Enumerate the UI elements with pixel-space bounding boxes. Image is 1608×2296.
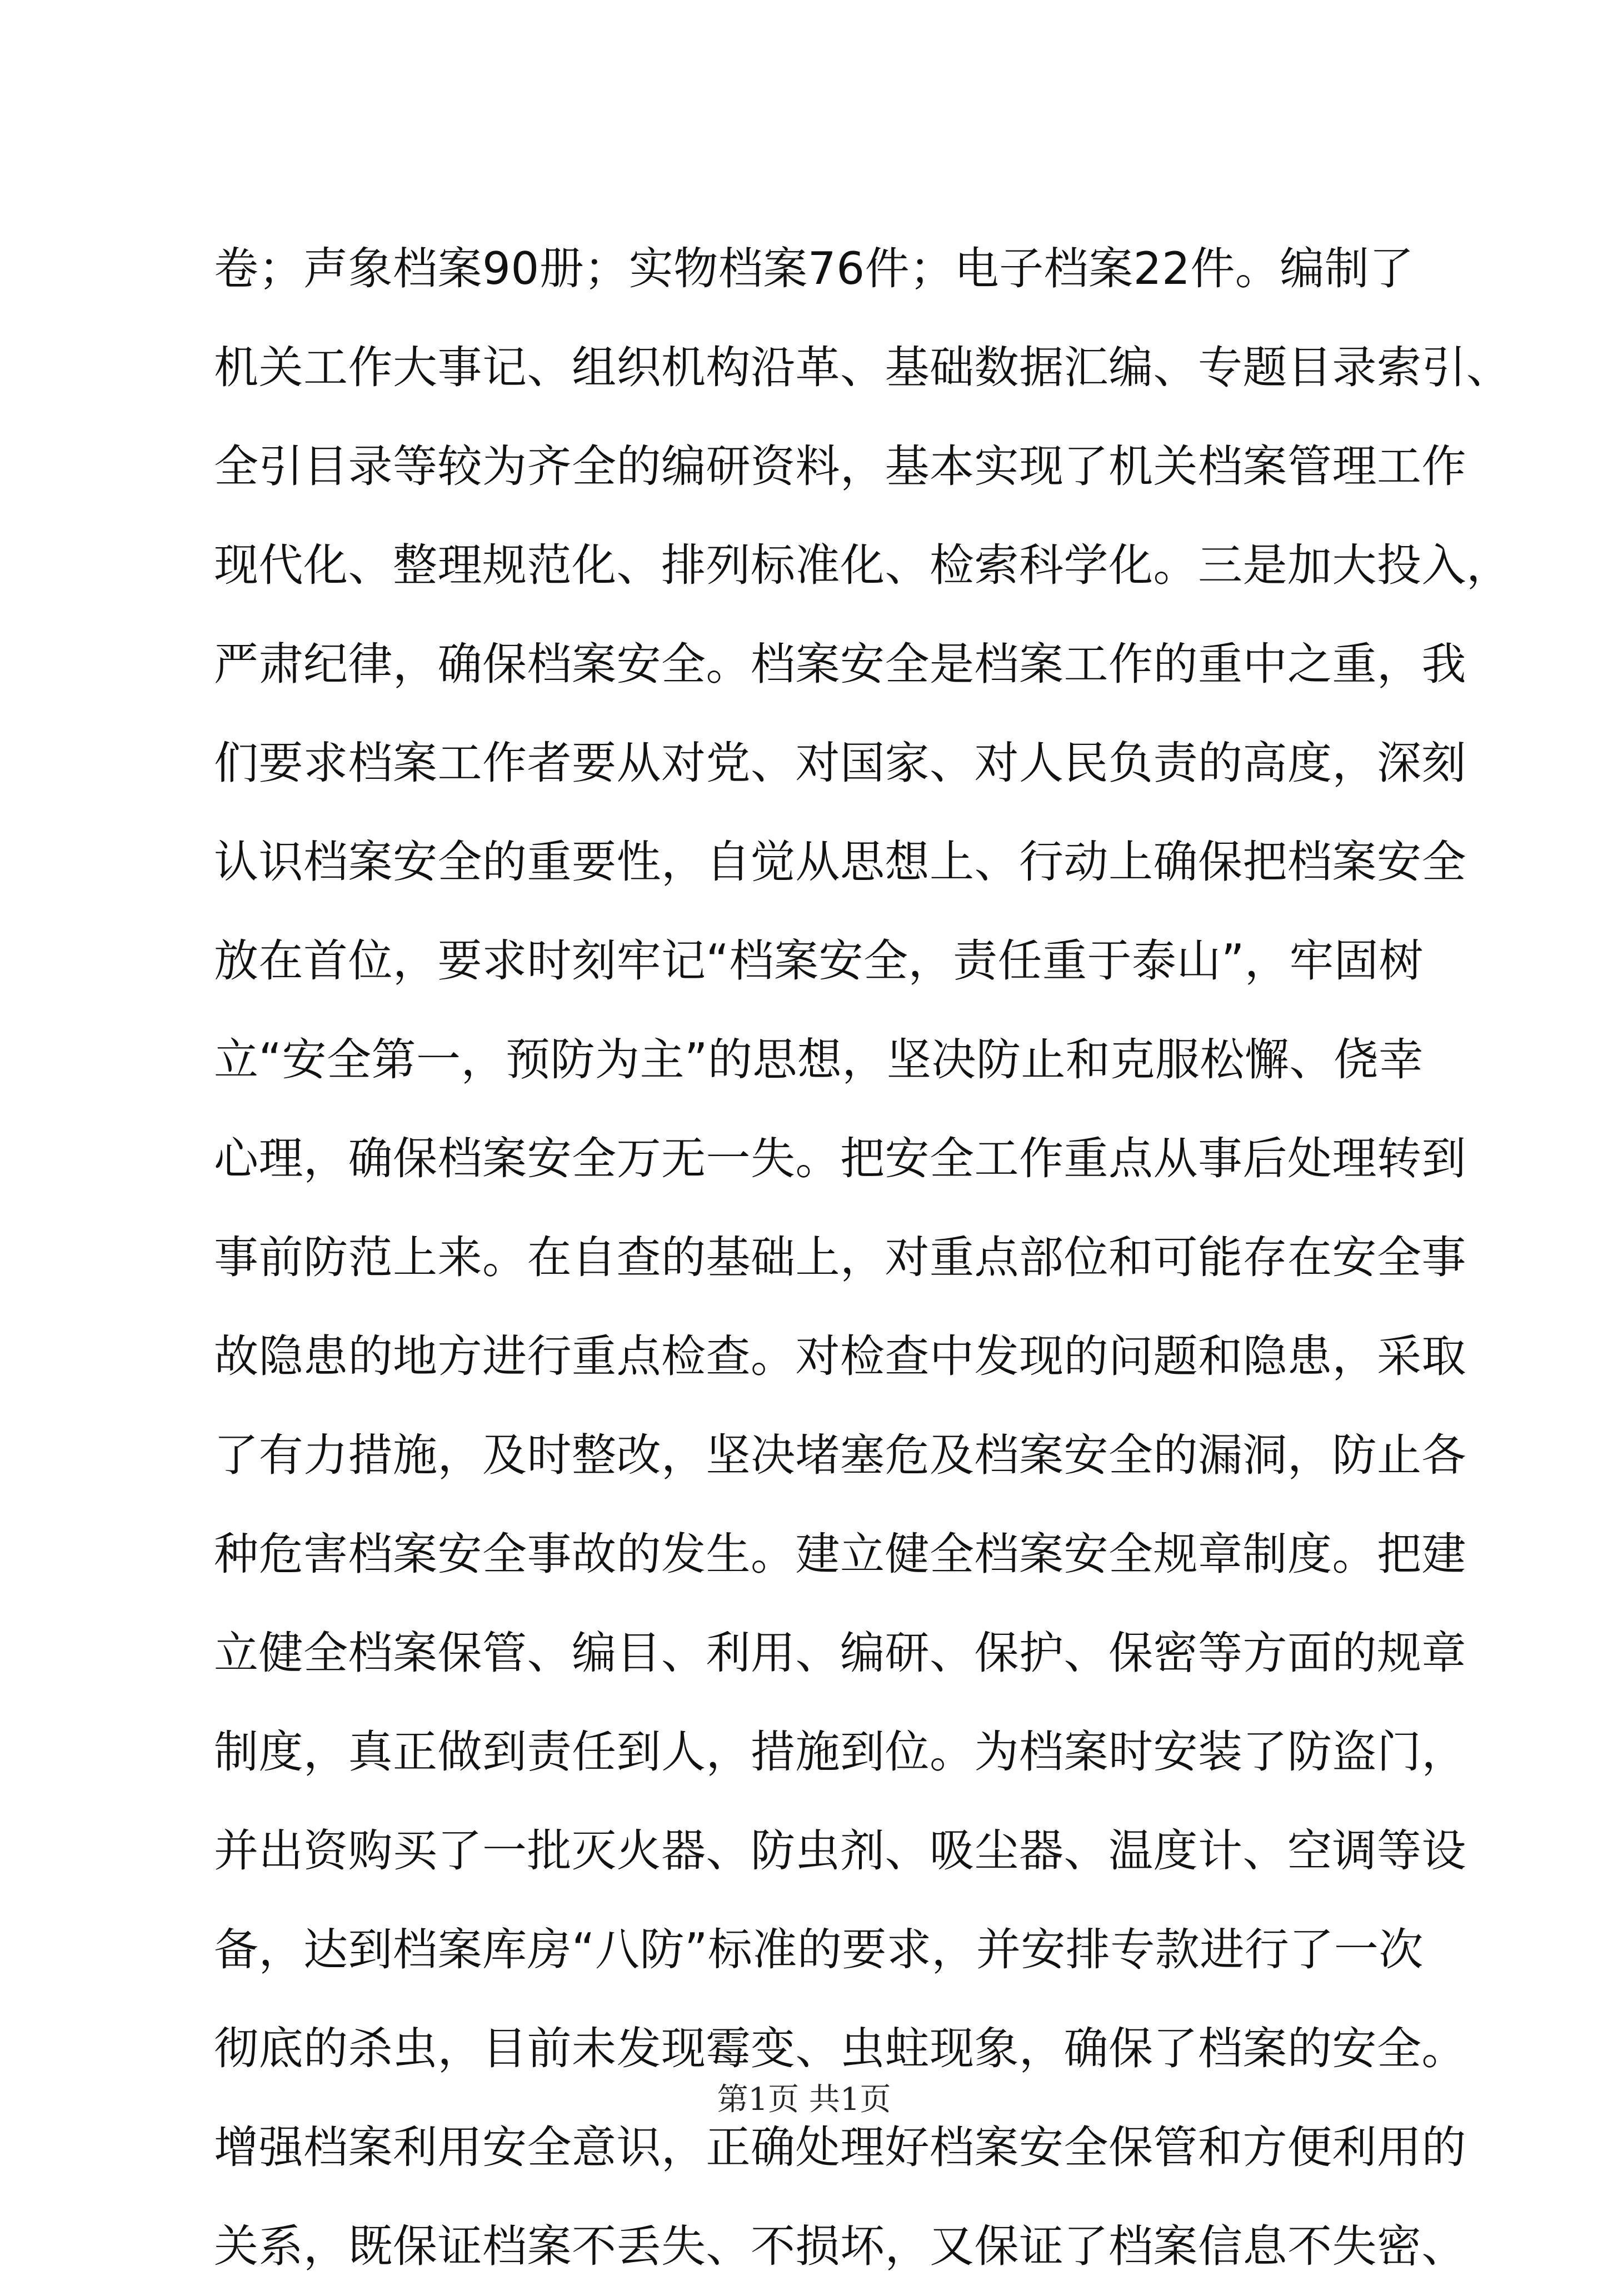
text-line: 卷；声象档案90册；实物档案76件；电子档案22件。编制了 [214,243,1414,294]
text-line: 认识档案安全的重要性，自觉从思想上、行动上确保把档案安全 [214,836,1466,888]
text-line: 了有力措施，及时整改，坚决堵塞危及档案安全的漏洞，防止各 [214,1429,1466,1481]
text-line: 立“安全第一，预防为主”的思想，坚决防止和克服松懈、侥幸 [214,1034,1424,1086]
text-line: 们要求档案工作者要从对党、对国家、对人民负责的高度，深刻 [214,737,1466,789]
text-line: 制度，真正做到责任到人，措施到位。为档案时安装了防盗门， [214,1726,1466,1778]
text-line: 放在首位，要求时刻牢记“档案安全，责任重于泰山”，牢固树 [214,935,1424,987]
page-footer: 第1页 共1页 [717,2082,891,2118]
text-line: 彻底的杀虫，目前未发现霉变、虫蛀现象，确保了档案的安全。 [214,2023,1466,2074]
text-line: 机关工作大事记、组织机构沿革、基础数据汇编、专题目录索引、 [214,342,1511,393]
body-text [214,219,1511,2296]
text-line: 事前防范上来。在自查的基础上，对重点部位和可能存在安全事 [214,1232,1466,1283]
text-line: 种危害档案安全事故的发生。建立健全档案安全规章制度。把建 [214,1528,1466,1580]
text-line: 立健全档案保管、编目、利用、编研、保护、保密等方面的规章 [214,1627,1466,1679]
text-line: 全引目录等较为齐全的编研资料，基本实现了机关档案管理工作 [214,441,1466,492]
text-line: 增强档案利用安全意识，正确处理好档案安全保管和方便利用的 [214,2122,1466,2173]
text-line: 严肃纪律，确保档案安全。档案安全是档案工作的重中之重，我 [214,638,1466,690]
text-line: 备，达到档案库房“八防”标准的要求，并安排专款进行了一次 [214,1924,1424,1975]
text-line: 并出资购买了一批灭火器、防虫剂、吸尘器、温度计、空调等设 [214,1825,1466,1877]
text-line: 现代化、整理规范化、排列标准化、检索科学化。三是加大投入， [214,539,1511,591]
text-line: 关系，既保证档案不丢失、不损坏，又保证了档案信息不失密、 [214,2220,1466,2272]
text-line: 故隐患的地方进行重点检查。对检查中发现的问题和隐患，采取 [214,1330,1466,1382]
text-line: 心理，确保档案安全万无一失。把安全工作重点从事后处理转到 [214,1133,1466,1184]
